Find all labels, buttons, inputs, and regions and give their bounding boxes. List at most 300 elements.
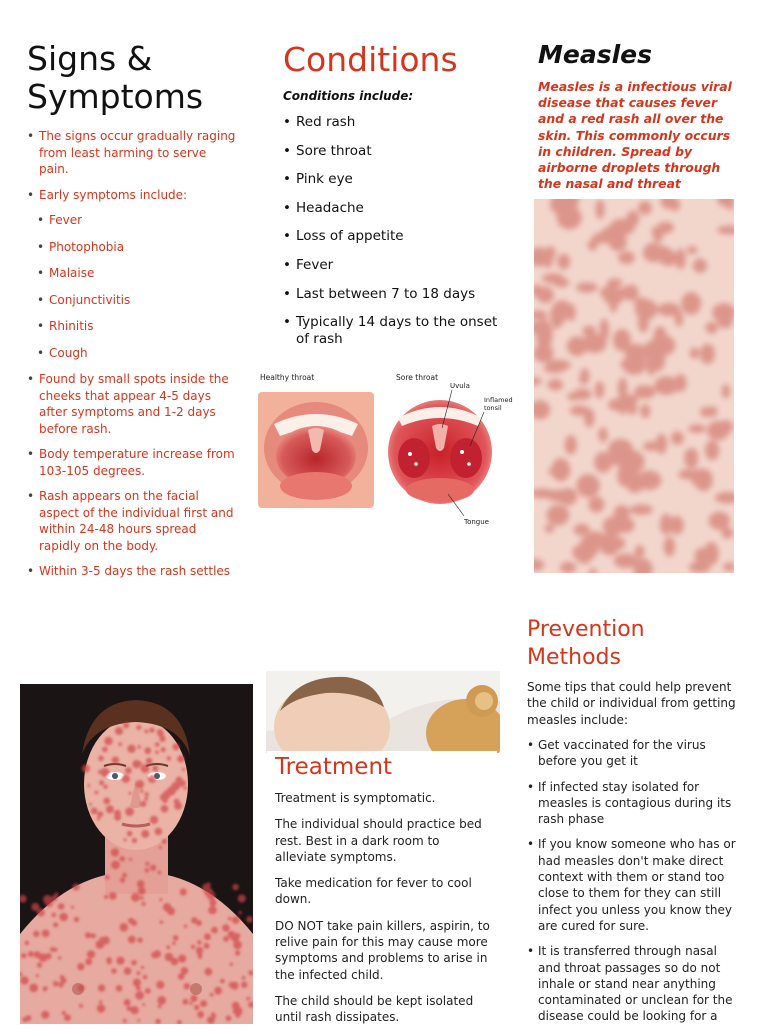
rash-spot [98, 984, 105, 991]
signs-title-line1: Signs & [27, 39, 153, 78]
rash-spot [146, 758, 153, 765]
rash-spot [136, 725, 141, 730]
rash-spot [579, 535, 598, 558]
rash-spot [638, 201, 652, 215]
rash-spot [223, 936, 229, 942]
rash-spot [106, 805, 114, 813]
rash-spot [171, 958, 179, 966]
rash-spot [96, 940, 105, 949]
rash-spot [71, 906, 74, 909]
treatment-body [275, 790, 493, 1036]
healthy-throat-image [258, 392, 374, 508]
rash-spot [150, 816, 158, 824]
rash-spot [178, 955, 186, 963]
signs-title-line2: Symptoms [27, 77, 204, 116]
rash-spot [137, 880, 145, 888]
prevention-title-line2: Methods [527, 645, 621, 670]
rash-spot [235, 950, 240, 955]
prevention-item: • If infected stay isolated for measles is contagious during its rash phase [527, 779, 739, 828]
condition-item: • Sore throat [283, 143, 503, 160]
rash-spot [600, 287, 612, 298]
rash-spot [31, 903, 39, 911]
rash-spot [177, 755, 184, 762]
rash-spot [722, 528, 734, 539]
rash-spot [238, 895, 246, 903]
rash-spot [37, 962, 42, 967]
rash-spot [89, 803, 92, 806]
rash-spot [100, 768, 109, 777]
rash-spot [133, 979, 141, 987]
rash-spot [552, 300, 572, 319]
rash-spot [91, 808, 98, 815]
rash-spot [77, 963, 84, 970]
rash-spot [145, 988, 151, 994]
rash-spot [54, 893, 58, 897]
rash-spot [164, 790, 172, 798]
signs-symptoms-list [27, 128, 237, 580]
rash-spot [131, 960, 137, 966]
rash-spot [135, 991, 144, 1000]
rash-spot [609, 456, 631, 465]
rash-spot [20, 976, 28, 984]
rash-spot [557, 254, 570, 270]
rash-spot [173, 935, 179, 941]
rash-spot [226, 1015, 232, 1021]
rash-spot [54, 948, 58, 952]
rash-spot [205, 968, 213, 976]
conditions-title: Conditions [283, 40, 458, 79]
rash-spot [97, 1004, 105, 1012]
rash-spot [99, 937, 102, 940]
rash-spot [229, 982, 235, 988]
rash-spot [150, 865, 156, 871]
rash-spot [598, 427, 608, 442]
rash-spot [552, 458, 571, 481]
rash-spot [145, 862, 149, 866]
rash-spot [246, 916, 253, 923]
rash-spot [184, 983, 190, 989]
rash-spot [242, 976, 246, 980]
rash-spot [29, 984, 38, 993]
rash-spot [136, 780, 145, 789]
rash-spot [78, 984, 85, 991]
signs-item: • Early symptoms include: [27, 187, 237, 204]
rash-spot [194, 1005, 199, 1010]
rash-spot [588, 496, 604, 512]
rash-spot [653, 230, 663, 243]
rash-spot [53, 922, 58, 927]
rash-spot [537, 287, 554, 304]
rash-spot [127, 1006, 132, 1011]
prevention-item: • If you know someone who has or had measles don't make direct context with them or stand too close to them for they can still infect you unless you know they are cured for sure. [527, 836, 739, 934]
rash-spot [197, 952, 202, 957]
rash-spot [180, 888, 187, 895]
rash-spot [122, 775, 130, 783]
rash-spot [116, 985, 123, 992]
rash-spot [145, 792, 149, 796]
rash-spot [174, 799, 180, 805]
sore-throat-label: Sore throat [396, 373, 439, 382]
rash-spot [107, 960, 112, 965]
rash-spot [141, 764, 150, 773]
rash-spot [214, 987, 222, 995]
rash-spot [574, 524, 590, 536]
rash-spot [131, 920, 137, 926]
rash-spot [706, 322, 718, 334]
rash-spot [220, 979, 225, 984]
rash-spot [98, 756, 104, 762]
rash-spot [82, 765, 90, 773]
rash-spot [64, 1014, 71, 1021]
rash-spot [120, 856, 125, 861]
prevention-item: • It is transferred through nasal and throat passages so do not inhale or stand near anything contaminated or unclean for the disease could be looking for a [527, 943, 739, 1024]
rash-spot [183, 999, 189, 1005]
rash-spot [111, 968, 117, 974]
rash-spot [208, 906, 217, 915]
rash-spot [131, 893, 140, 902]
rash-spot [137, 745, 141, 749]
rash-spot [246, 997, 250, 1001]
rash-spot [604, 296, 623, 304]
rash-spot [200, 1000, 207, 1007]
rash-spot [579, 375, 588, 385]
rash-spot [87, 950, 95, 958]
rash-spot [45, 953, 51, 959]
rash-spot [58, 982, 63, 987]
rash-spot [173, 743, 180, 750]
rash-spot [116, 957, 124, 965]
rash-spot [125, 807, 134, 816]
rash-spot [141, 830, 149, 838]
rash-spot [635, 300, 658, 320]
treatment-paragraph: The child should be kept isolated until rash dissipates. [275, 993, 474, 1025]
rash-spot [140, 801, 146, 807]
rash-spot [548, 379, 564, 391]
rash-spot [198, 1013, 203, 1018]
rash-spot [560, 562, 576, 573]
treatment-paragraph: Treatment is symptomatic. [275, 791, 436, 805]
rash-spot [125, 1001, 128, 1004]
rash-spot [98, 770, 102, 774]
condition-item: • Fever [283, 257, 503, 274]
rash-spot [618, 395, 638, 405]
rash-spot [211, 1012, 215, 1016]
rash-spot [576, 474, 599, 497]
rash-spot [239, 911, 242, 914]
rash-spot [634, 385, 656, 399]
rash-spot [543, 251, 553, 268]
signs-subitem: • Fever [37, 212, 237, 229]
rash-spot [127, 745, 135, 753]
treatment-paragraph: The individual should practice bed rest. Best in a dark room to alleviate symptoms. [275, 817, 482, 864]
rash-spot [648, 246, 672, 262]
rash-spot [105, 799, 110, 804]
conditions-list [283, 114, 503, 346]
rash-spot [140, 896, 144, 900]
rash-spot [635, 545, 645, 559]
rash-spot [210, 993, 214, 997]
prevention-list [527, 737, 739, 1024]
rash-spot [184, 787, 187, 790]
rash-spot [688, 448, 698, 468]
rash-spot [191, 917, 197, 923]
rash-spot [91, 933, 96, 938]
rash-spot [42, 930, 50, 938]
rash-spot [79, 1004, 83, 1008]
rash-spot [674, 374, 686, 392]
rash-spot [58, 956, 61, 959]
rash-spot [99, 1000, 102, 1003]
rash-spot [52, 913, 57, 918]
rash-spot [87, 784, 90, 787]
rash-spot [233, 941, 242, 950]
rash-spot [22, 1017, 27, 1022]
rash-spot [630, 505, 653, 515]
rash-spot [167, 756, 171, 760]
condition-item: • Last between 7 to 18 days [283, 286, 503, 303]
rash-spot [235, 1012, 240, 1017]
rash-spot [640, 404, 650, 418]
rash-spot [141, 966, 144, 969]
rash-spot [191, 945, 195, 949]
rash-spot [687, 246, 698, 254]
signs-subitem: • Malaise [37, 265, 237, 282]
rash-spot [104, 737, 112, 745]
rash-spot [43, 986, 48, 991]
rash-spot [97, 817, 100, 820]
condition-item: • Headache [283, 200, 503, 217]
rash-spot [180, 780, 186, 786]
rash-spot [649, 350, 665, 372]
measles-title: Measles [538, 40, 652, 69]
rash-spot [671, 431, 684, 445]
rash-spot [190, 995, 197, 1002]
rash-spot [207, 1016, 215, 1024]
rash-spot [152, 766, 158, 772]
rash-spot [155, 953, 160, 958]
rash-spot [122, 873, 127, 878]
rash-spot [570, 406, 589, 416]
signs-item: • Found by small spots inside the cheeks that appear 4-5 days after symptoms and 1-2 days before rash. [27, 371, 237, 437]
rash-spot [111, 861, 120, 870]
rash-spot [144, 729, 148, 733]
rash-spot [637, 470, 661, 490]
rash-spot [656, 434, 667, 455]
rash-spot [649, 342, 672, 352]
prevention-item: • Get vaccinated for the virus before you get it [527, 737, 739, 770]
rash-spot [156, 981, 164, 989]
rash-spot [148, 775, 156, 783]
baby-teddy-photo [266, 671, 500, 753]
rash-spot [115, 727, 123, 735]
rash-spot [675, 248, 685, 269]
rash-spot [140, 789, 144, 793]
rash-spot [184, 925, 187, 928]
throat-illustration [252, 366, 516, 542]
rash-spot [118, 742, 122, 746]
rash-spot [582, 334, 606, 353]
rash-spot [124, 967, 132, 975]
rash-spot [664, 537, 675, 557]
prevention-title-line1: Prevention [527, 617, 645, 642]
rash-spot [112, 757, 119, 764]
rash-spot [709, 512, 730, 530]
rash-spot [141, 902, 145, 906]
rash-spot [145, 868, 150, 873]
measles-patient-photo [20, 684, 253, 1024]
rash-spot [45, 899, 53, 907]
rash-spot [128, 936, 136, 944]
rash-spot [693, 258, 707, 273]
rash-spot [700, 407, 713, 417]
rash-spot [211, 927, 218, 934]
tongue-label: Tongue [464, 518, 489, 526]
condition-item: • Loss of appetite [283, 228, 503, 245]
rash-spot [120, 878, 125, 883]
rash-spot [232, 1002, 240, 1010]
rash-spot [129, 792, 132, 795]
signs-item: • Body temperature increase from 103-105 degrees. [27, 446, 237, 479]
rash-spot [129, 858, 132, 861]
rash-spot [144, 747, 151, 754]
rash-spot [136, 971, 140, 975]
rash-spot [28, 951, 34, 957]
rash-spot [34, 951, 41, 958]
rash-spot [149, 727, 154, 732]
rash-spot [41, 1011, 49, 1019]
rash-spot [232, 884, 238, 890]
rash-spot [688, 424, 706, 433]
signs-symptoms-title [27, 40, 257, 116]
rash-spot [603, 516, 624, 535]
rash-spot [159, 846, 162, 849]
inflamed-label: Inflamed [484, 396, 513, 404]
signs-item: • Within 3-5 days the rash settles [27, 563, 237, 580]
rash-spot [660, 521, 672, 531]
prevention-intro: Some tips that could help prevent the child or individual from getting measles include: [527, 680, 736, 727]
rash-spot [132, 838, 137, 843]
rash-spot [157, 996, 166, 1005]
condition-item: • Pink eye [283, 171, 503, 188]
rash-spot [62, 1011, 66, 1015]
rash-spot [207, 883, 211, 887]
rash-spot [565, 435, 577, 455]
rash-spot [695, 548, 710, 564]
rash-spot [658, 303, 680, 316]
rash-spot [576, 282, 597, 292]
treatment-title: Treatment [275, 754, 393, 780]
rash-spot [204, 933, 211, 940]
rash-spot [609, 233, 627, 251]
rash-spot [167, 907, 175, 915]
rash-spot [181, 967, 189, 975]
rash-spot [85, 958, 92, 965]
rash-spot [231, 933, 240, 942]
treatment-paragraph: Take medication for fever to cool down. [275, 876, 472, 907]
rash-spot [544, 364, 566, 373]
rash-spot [182, 768, 185, 771]
rash-spot [120, 923, 129, 932]
rash-spot [228, 917, 232, 921]
healthy-throat-label: Healthy throat [260, 373, 315, 382]
rash-spot [166, 945, 170, 949]
rash-spot [138, 887, 146, 895]
rash-spot [73, 884, 80, 891]
rash-spot [209, 899, 216, 906]
rash-spot [241, 982, 247, 988]
rash-spot [158, 1004, 162, 1008]
rash-spot [104, 895, 108, 899]
rash-spot [144, 797, 148, 801]
signs-subitem: • Cough [37, 345, 237, 362]
rash-spot [681, 292, 701, 315]
rash-spot [573, 389, 591, 400]
rash-spot [160, 736, 166, 742]
rash-spot [25, 941, 30, 946]
prevention-title [527, 616, 747, 672]
rash-spot [21, 953, 26, 958]
rash-spot [125, 767, 132, 774]
rash-spot [131, 1006, 139, 1014]
rash-spot [189, 1002, 192, 1005]
rash-spot [33, 931, 39, 937]
rash-spot [161, 805, 169, 813]
rash-spot [137, 937, 142, 942]
rash-spot [95, 791, 99, 795]
rash-spot [542, 273, 564, 283]
rash-spot [103, 785, 107, 789]
rash-spot [222, 924, 229, 931]
rash-spot [160, 920, 164, 924]
rash-spot [719, 420, 733, 433]
rash-spot [155, 742, 160, 747]
rash-spot [97, 811, 103, 817]
rash-spot [232, 916, 240, 924]
rash-spot [545, 524, 554, 533]
rash-spot [155, 750, 159, 754]
rash-spot [159, 898, 162, 901]
rash-spot [596, 199, 605, 219]
rash-spot [138, 762, 142, 766]
rash-spot [625, 344, 647, 364]
rash-spot [669, 516, 683, 535]
rash-spot [105, 875, 110, 880]
rash-spot [137, 1019, 140, 1022]
rash-spot [62, 916, 67, 921]
rash-spot [594, 452, 612, 473]
rash-spot [123, 1019, 127, 1023]
rash-spot [197, 940, 202, 945]
rash-spot [99, 780, 104, 785]
rash-spot [36, 974, 39, 977]
rash-spot [690, 347, 700, 358]
rash-spot [123, 723, 129, 729]
rash-spot [58, 903, 65, 910]
rash-spot [700, 344, 715, 365]
rash-spot [172, 941, 176, 945]
rash-spot [143, 975, 148, 980]
conditions-subtitle: Conditions include: [283, 89, 414, 103]
rash-spot [705, 440, 719, 460]
rash-spot [588, 240, 598, 251]
rash-skin-photo [534, 199, 734, 573]
condition-item: • Red rash [283, 114, 503, 131]
rash-spot [230, 963, 233, 966]
rash-spot [618, 251, 635, 264]
tonsil-label: tonsil [484, 404, 502, 412]
rash-spot [547, 505, 570, 526]
rash-spot [158, 871, 162, 875]
